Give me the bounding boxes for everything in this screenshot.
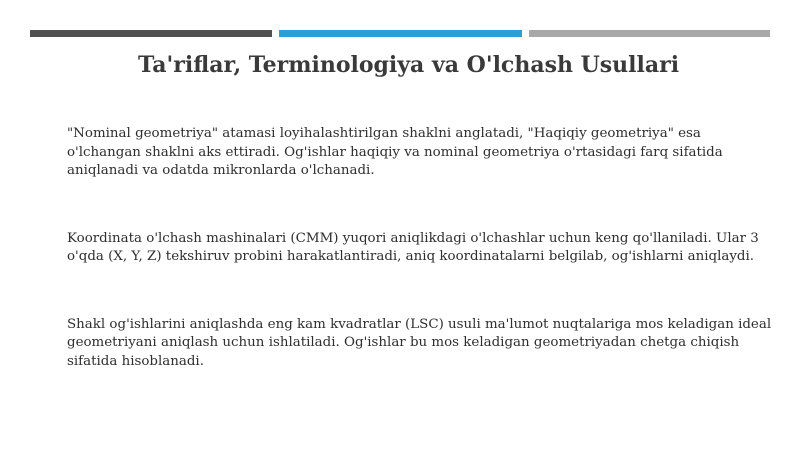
slide-title: Ta'riflar, Terminologiya va O'lchash Usullari	[138, 52, 680, 78]
paragraph-lsc-method: Shakl og'ishlarini aniqlashda eng kam kvadratlar (LSC) usuli ma'lumot nuqtalariga mos keladigan ideal geometriyani aniqlash uchun ishlatiladi. Og'ishlar bu mos keladigan geometriyadan chetga chiqish sifatida hisoblanadi.	[67, 316, 772, 369]
paragraph-nominal-geometry: "Nominal geometriya" atamasi loyihalashtirilgan shaklni anglatadi, "Haqiqiy geometriya" esa o'lchangan shaklni aks ettiradi. Og'ishlar haqiqiy va nominal geometriya o'rtasidagi farq sifatida aniqlanadi va odatda mikronlarda o'lchanadi.	[67, 126, 723, 178]
accent-bar-dark	[30, 30, 272, 37]
paragraph-cmm: Koordinata o'lchash mashinalari (CMM) yuqori aniqlikdagi o'lchashlar uchun keng qo'llaniladi. Ular 3 o'qda (X, Y, Z) tekshiruv probini harakatlantiradi, aniq koordinatalarni belgilab, og'ishlarni aniqlaydi.	[67, 230, 759, 264]
accent-bar-blue	[279, 30, 522, 37]
header-accent-bars	[30, 30, 770, 37]
slide-body	[67, 125, 777, 371]
accent-bar-light	[529, 30, 770, 37]
